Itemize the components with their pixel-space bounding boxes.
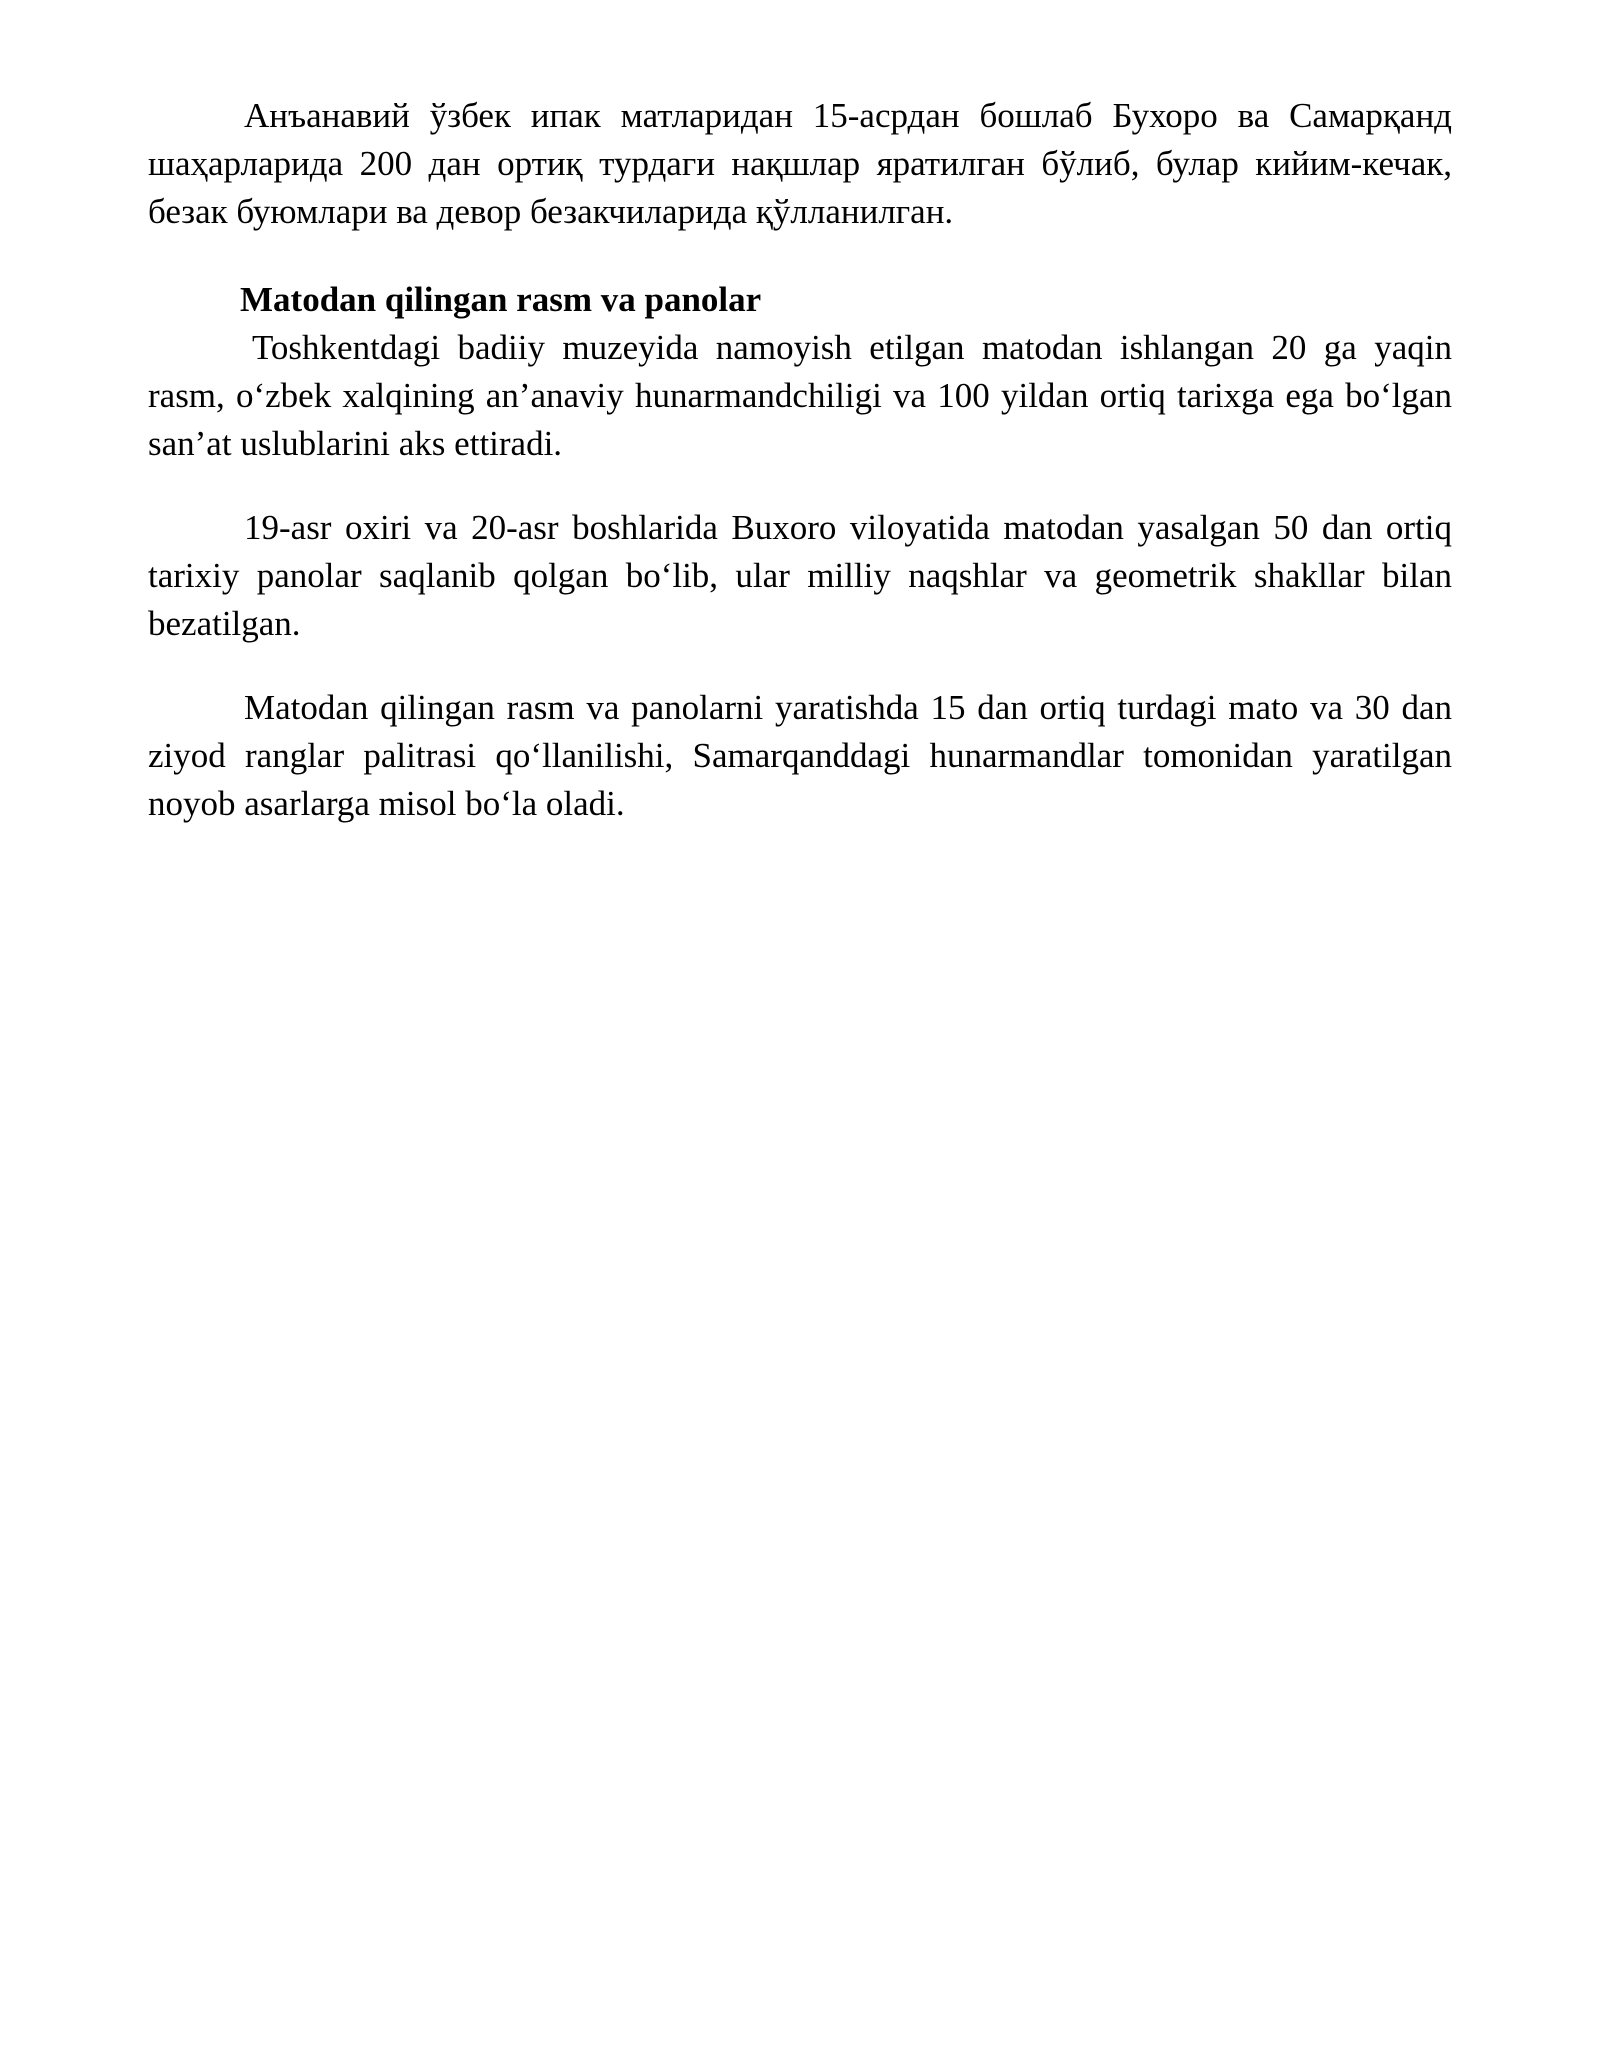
section-heading: Matodan qilingan rasm va panolar (240, 280, 762, 319)
paragraph-uzbek-silk: Анъанавий ўзбек ипак матларидан 15-асрдан бошлаб Бухоро ва Самарқанд шаҳарларида 200 дан ортиқ турдаги нақшлар яратилган бўлиб, булар кийим-кечак, безак буюмлари ва девор безакчиларида қўлланилган. (148, 96, 1452, 231)
paragraph-bukhara-panels: 19-asr oxiri va 20-asr boshlarida Buxoro viloyatida matodan yasalgan 50 dan ortiq tarixiy panolar saqlanib qolgan boʻlib, ular milliy naqshlar va geometrik shakllar bilan bezatilgan. (148, 508, 1452, 643)
document-body (148, 92, 1452, 828)
paragraph-samarkand-artisans: Matodan qilingan rasm va panolarni yaratishda 15 dan ortiq turdagi mato va 30 dan ziyod ranglar palitrasi qoʻllanilishi, Samarqanddagi hunarmandlar tomonidan yaratilgan noyob asarlarga misol boʻla oladi. (148, 688, 1452, 823)
paragraph-tashkent-museum: Toshkentdagi badiiy muzeyida namoyish etilgan matodan ishlangan 20 ga yaqin rasm, oʻzbek xalqining an’anaviy hunarmandchiligi va 100 yildan ortiq tarixga ega boʻlgan san’at uslublarini aks ettiradi. (148, 328, 1452, 463)
